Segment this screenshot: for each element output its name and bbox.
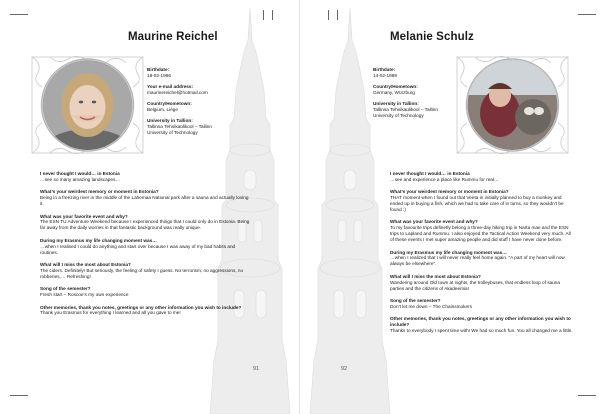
qa-item: During my Erasmus my life changing moment was… …when I realized that I will never really feel home again. “A part of my heart will now always be elsewhere”. bbox=[390, 249, 565, 267]
profile-info bbox=[373, 67, 455, 124]
floral-frame-icon bbox=[455, 55, 570, 155]
info-university: University in Tallinn: Tallinna Tehnikaülikool – Tallinn University of Technology bbox=[373, 101, 438, 118]
qa-item: Other memories, thank you notes, greetings or any other information you wish to include? Thank you Erasmus for everything I learned and all you gave to me! bbox=[40, 304, 242, 316]
qa-item: What’s your weirdest memory or moment in Estonia? THAT moment when I found out that Veeta in initially planned to buy a monkey and ended up in buying a fish, which we had to take care of in turns, so they wouldn’t be found :) bbox=[390, 189, 564, 213]
info-hometown: Country/Hometown: Germany, Würzburg bbox=[373, 84, 418, 95]
qa-item: What will I miss the most about Estonia? Wandering around Old town at nights, the trolleybuses, that endless loop of sauna parties and the citizens of Akadeemia! bbox=[390, 273, 560, 291]
qa-item: I never thought I would… in Estonia …see and experience a place like Rummu for real… bbox=[390, 171, 499, 182]
qa-item: What was your favorite event and why? To my favourite trips definetly belong a three-day hiking trip in Narta mae and the ESN trips to Lapland and Rummu. I also enjoyed the Tactical Action Weekend very much. All of these events I met super amazing people and did stuff I have never done before. bbox=[390, 219, 571, 243]
info-birthdate: Birthdate: 18-02-1996 bbox=[147, 67, 171, 78]
portrait-frame bbox=[30, 55, 145, 155]
right-page bbox=[300, 0, 600, 414]
qa-item: I never thought I would… in Estonia …see so many amazing landscapes… bbox=[40, 171, 120, 182]
qa-item: Song of the semester? Fresh start – Roscoe’s my own experience bbox=[40, 286, 129, 298]
student-name: Melanie Schulz bbox=[390, 31, 474, 43]
info-university: University in Tallinn: Tallinna Tehnikaülikool – Tallinn University of Technology bbox=[147, 118, 212, 135]
page-number: 92 bbox=[341, 366, 348, 372]
questionnaire bbox=[40, 171, 250, 323]
qa-item: What was your favorite event and why? The ESN TU Adventure Weekend because I experienced things that I could only do in Estonia. Being far away from the daily worries in that fantastic background was really unique. bbox=[40, 213, 250, 231]
info-email: Your e-mail address: maurinereichel@hotmail.com bbox=[147, 84, 208, 95]
portrait-frame bbox=[455, 55, 570, 155]
qa-item: What will I miss the most about Estonia? The ciders. Definitely! But seriously, the feeling of safety I guess. No terrorism, no aggressions, no robberies,… Refreshing! bbox=[40, 261, 244, 279]
page-number: 91 bbox=[253, 366, 260, 372]
qa-item: Song of the semester? Don’t let me down – The Chainsmokers bbox=[390, 298, 472, 309]
floral-frame-icon bbox=[30, 55, 145, 155]
info-hometown: Country/Hometown: Belgium, Liège bbox=[147, 101, 192, 112]
student-name: Maurine Reichel bbox=[128, 31, 218, 43]
info-birthdate: Birthdate: 14-02-1989 bbox=[373, 67, 397, 78]
qa-item: During my Erasmus my life changing moment was… …when I realised I could do anything and start over because I was away of my bad habits and routines. bbox=[40, 237, 236, 255]
qa-item: What’s your weirdest memory or moment in Estonia? Being in a freezing river in the middle of the Lahemaa National park after a sauna and actually loving it. bbox=[40, 189, 249, 207]
qa-item: Other memories, thank you notes, greetings or any other information you wish to include? Thanks to everybody I spent time with! We had so much fun. You all changed me a little. bbox=[390, 316, 573, 334]
questionnaire bbox=[390, 171, 575, 341]
profile-info bbox=[147, 67, 285, 141]
